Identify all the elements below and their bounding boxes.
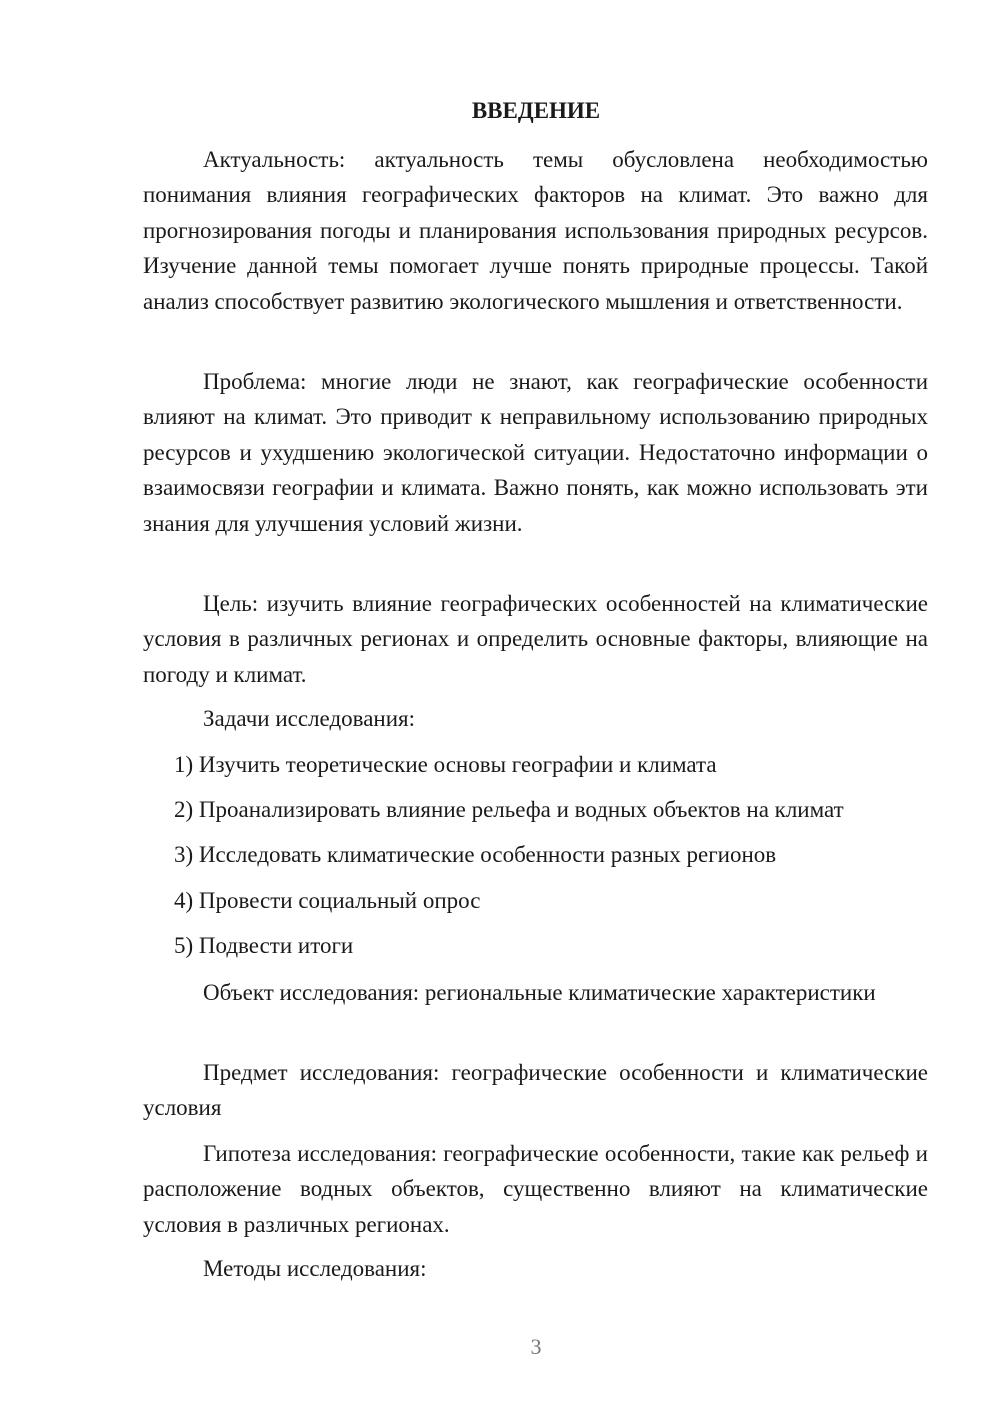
page-number: 3 [530, 1334, 542, 1359]
list-item: 2) Проанализировать влияние рельефа и водных объектов на климат [174, 797, 844, 822]
paragraph-problem: Проблема: многие люди не знают, как географические особенности влияют на климат. Это приводит к неправильному использованию природных ресурсов и ухудшению экологической ситуации. Недостаточно информации о взаимосвязи географии и климата. Важно понять, как можно использовать эти знания для улучшения условий жизни. [143, 369, 928, 536]
list-item: 5) Подвести итоги [174, 933, 354, 958]
list-item: 1) Изучить теоретические основы географии и климата [174, 752, 717, 777]
paragraph-relevance: Актуальность: актуальность темы обусловлена необходимостью понимания влияния географических факторов на климат. Это важно для прогнозирования погоды и планирования использования природных ресурсов. Изучение данной темы помогает лучше понять природные процессы. Такой анализ способствует развитию экологического мышления и ответственности. [143, 147, 928, 314]
paragraph-goal: Цель: изучить влияние географических особенностей на климатические условия в различных регионах и определить основные факторы, влияющие на погоду и климат. [143, 591, 928, 687]
paragraph-subject: Предмет исследования: географические особенности и климатические условия [143, 1060, 928, 1121]
tasks-heading: Задачи исследования: [203, 706, 416, 731]
section-title: ВВЕДЕНИЕ [471, 98, 601, 123]
methods-heading: Методы исследования: [203, 1256, 427, 1281]
list-item: 3) Исследовать климатические особенности разных регионов [174, 842, 777, 867]
list-item: 4) Провести социальный опрос [174, 888, 481, 913]
paragraph-object: Объект исследования: региональные климатические характеристики [203, 980, 876, 1005]
paragraph-hypothesis: Гипотеза исследования: географические особенности, такие как рельеф и расположение водных объектов, существенно влияют на климатические условия в различных регионах. [143, 1141, 928, 1237]
